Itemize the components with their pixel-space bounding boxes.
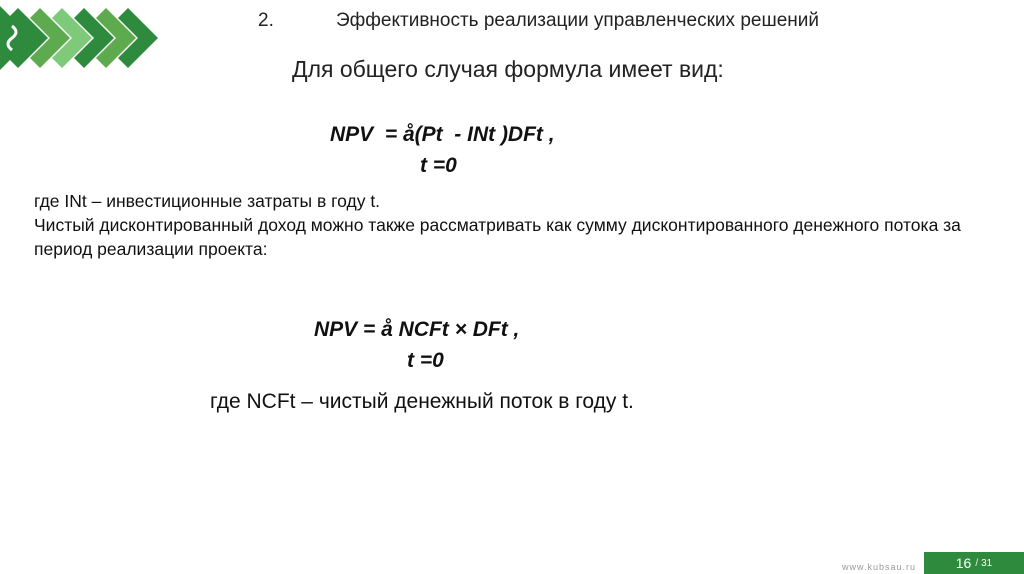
- page-current: 16: [955, 555, 972, 571]
- explanation-line-2: Чистый дисконтированный доход можно также рассматривать как сумму дисконтированного денежного потока за период реализации проекта:: [34, 215, 961, 259]
- page-indicator: [924, 552, 1024, 574]
- npv-formula-2-subscript: t =0: [407, 349, 444, 372]
- footer-url: www.kubsau.ru: [841, 562, 916, 572]
- page-total: 31: [981, 557, 993, 569]
- slide-heading: [0, 10, 1024, 34]
- page-separator: /: [975, 557, 979, 569]
- ncf-definition: где NCFt – чистый денежный поток в году t.: [210, 390, 634, 413]
- npv-formula-1: NPV = å(Pt - INt )DFt ,: [330, 123, 555, 146]
- npv-formula-2: NPV = å NCFt × DFt ,: [314, 318, 520, 341]
- section-number: 2.: [258, 10, 274, 31]
- intro-text: Для общего случая формула имеет вид:: [292, 56, 724, 82]
- section-title: Эффективность реализации управленческих решений: [336, 10, 819, 31]
- explanation-line-1: где INt – инвестиционные затраты в году t.: [34, 191, 381, 211]
- explanation-paragraph: [34, 189, 994, 261]
- npv-formula-1-subscript: t =0: [420, 154, 457, 177]
